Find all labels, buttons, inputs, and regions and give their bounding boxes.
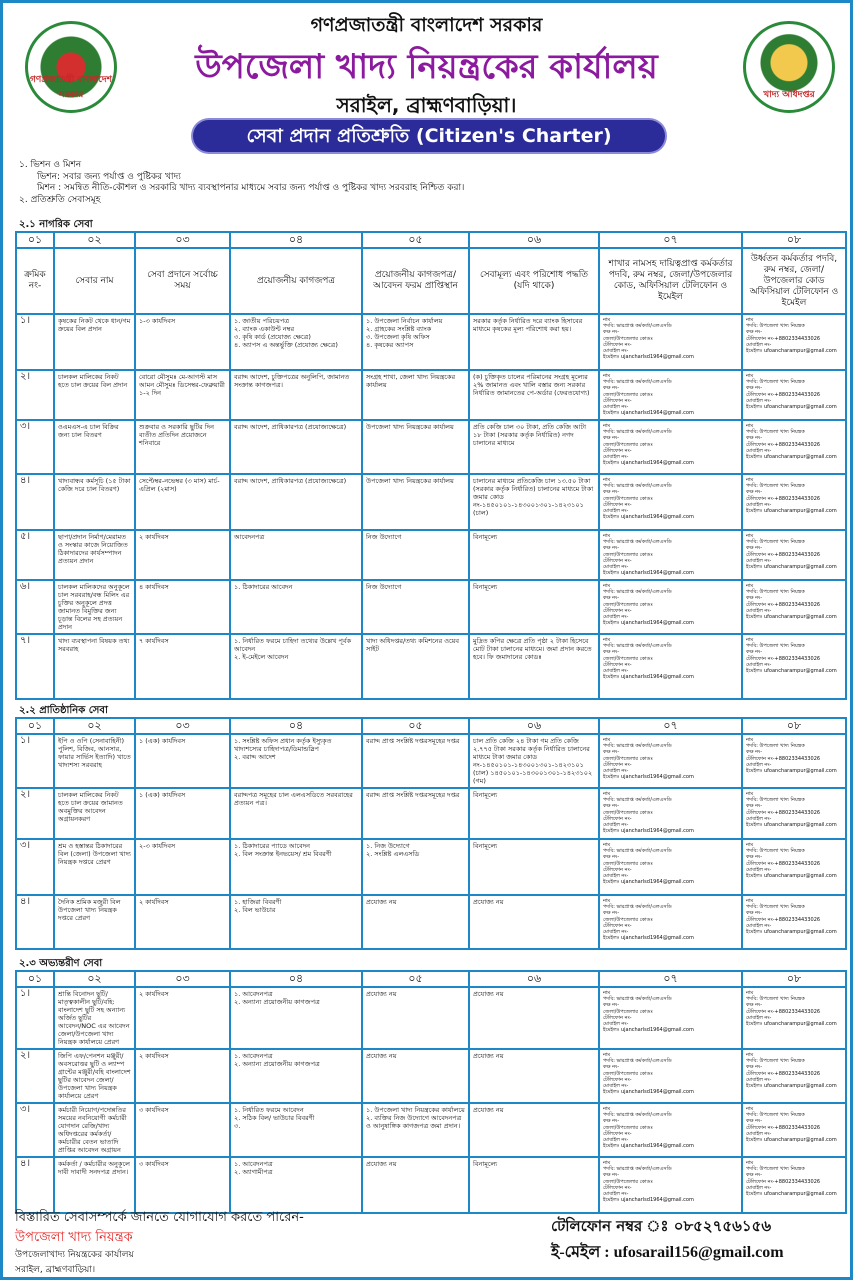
service-cell: ১. সংশ্লিষ্ট অফিস প্রধান কর্তৃক ইস্যুকৃত খাদ্যশস্যের চাহিদাপত্র/ডিমান্ডস্লিপ ২. বরাদ্দ আদেশ [230, 734, 362, 788]
column-number-row [16, 971, 846, 987]
service-cell: ১. নির্ধারিত ফরমে চাহিদা তথ্যের উল্লেখ পূর্বক আবেদন ২. ই-মেইলে আবেদন [230, 634, 362, 699]
service-row [16, 474, 846, 530]
column-number: ০৭ [599, 718, 742, 734]
service-row [16, 634, 846, 699]
senior-officer-contact: নাম পদবি: উপজেলা খাদ্য নিয়ন্ত্রক কক্ষ নং- টেলিফোন নং-+8802334433026 মোবাইল নং- ইমেইলঃ ufoancharampur@gmail.com [742, 634, 846, 699]
services-table [15, 970, 847, 1214]
service-cell: ৭। [16, 634, 54, 699]
service-cell: শুক্রবার ও সরকারি ছুটির দিন ব্যতীত প্রতিদিন প্রয়োজনে শনিবারে [135, 420, 230, 474]
column-number: ০২ [54, 232, 135, 248]
logo-text: খাদ্য অধিদপ্তর [763, 90, 815, 100]
service-cell: ২ কার্যদিবস [135, 1049, 230, 1103]
government-name: গণপ্রজাতন্ত্রী বাংলাদেশ সরকার [310, 14, 543, 36]
responsible-officer-contact: নাম পদবি: ভারপ্রাপ্ত কর্মকর্তা/এলএসডি কক্ষ নং- জেলা/উপজেলার কোডঃ টেলিফোন নং- মোবাইল নং- ইমেইলঃ ujancharlsd1964@gmail.com [599, 1103, 742, 1157]
service-cell: ৪ কার্যদিবস [135, 580, 230, 634]
services-table [15, 717, 847, 950]
senior-officer-contact: নাম পদবি: উপজেলা খাদ্য নিয়ন্ত্রক কক্ষ নং- টেলিফোন নং-+8802334433026 মোবাইল নং- ইমেইলঃ ufoancharampur@gmail.com [742, 1157, 846, 1213]
email-address: ই-মেইল : ufosarail156@gmail.com [551, 1244, 784, 1261]
service-row [16, 788, 846, 839]
service-cell: ২ কার্যদিবস [135, 987, 230, 1049]
office-location: সরাইল, ব্রাহ্মণবাড়িয়া। [336, 93, 517, 117]
office-name: উপজেলাখাদ্য নিয়ন্ত্রকের কার্যালয় [15, 1250, 134, 1260]
column-number: ০১ [16, 232, 54, 248]
senior-officer-contact: নাম পদবি: উপজেলা খাদ্য নিয়ন্ত্রক কক্ষ নং- টেলিফোন নং-+8802334433026 মোবাইল নং- ইমেইলঃ ufoancharampur@gmail.com [742, 788, 846, 839]
service-cell: মুদ্রিত কপির ক্ষেত্রে প্রতি পৃষ্ঠা ২ টাকা হিসেবে মোট টাকা চালানের মাধ্যমে। জমা প্রদান করতে হবে। ফি জমাদানের কোডঃ [469, 634, 599, 699]
service-cell: ৩ কার্যদিবস [135, 1103, 230, 1157]
service-cell: সেপ্টেম্বর-নভেম্বর (৩ মাস) মার্চ-এপ্রিল (২মাস) [135, 474, 230, 530]
service-cell: চালকল মালিকের নিকট হতে চাল ক্রয়ের জামানত অবমুক্তির আবেদন অগ্রায়নকরণ [54, 788, 135, 839]
column-number: ০৪ [230, 232, 362, 248]
column-number: ০৬ [469, 232, 599, 248]
service-cell: নিজ উদ্যোগে [362, 580, 469, 634]
column-number: ০৫ [362, 232, 469, 248]
service-cell: বিনামূল্যে [469, 530, 599, 580]
responsible-officer-contact: নাম পদবি: ভারপ্রাপ্ত কর্মকর্তা/এলএসডি কক্ষ নং- জেলা/উপজেলার কোডঃ টেলিফোন নং- মোবাইল নং- ইমেইলঃ ujancharlsd1964@gmail.com [599, 314, 742, 370]
service-cell: ১. ঠিকাদারের প্যাডে আবেদন ২. বিল সংক্রান্ত ইনভয়েস/ শ্রম বিবরণী [230, 839, 362, 895]
service-cell: বিনামূল্যে [469, 788, 599, 839]
service-row [16, 895, 846, 949]
service-cell: বরাদ্দ আদেশ, প্রাধিকারপত্র (প্রযোজ্যক্ষেত্রে) [230, 420, 362, 474]
service-cell: ১. উপজেলা নির্বাচন কার্যালয় ২. গ্রাহকের সংশ্লিষ্ট ব্যাংক ৩. উপজেলা কৃষি অফিস ৪. কৃষকের অ্যাপস [362, 314, 469, 370]
senior-officer-contact: নাম পদবি: উপজেলা খাদ্য নিয়ন্ত্রক কক্ষ নং- টেলিফোন নং-+8802334433026 মোবাইল নং- ইমেইলঃ ufoancharampur@gmail.com [742, 580, 846, 634]
service-cell: ২। [16, 788, 54, 839]
service-cell: ১. আবেদনপত্র ২. অন্যান্য প্রয়োজনীয় কাগজপত্র [230, 1049, 362, 1103]
logo-text: গণপ্রজাতন্ত্রী বাংলাদেশ সরকার [30, 75, 112, 100]
service-cell: ৭ কার্যদিবস [135, 634, 230, 699]
service-cell: ২-৩ কার্যদিবস [135, 839, 230, 895]
contact-prompt: বিস্তারিত সেবাসম্পর্কে জানতে যোগাযোগ করতে পারেন- [15, 1210, 304, 1225]
responsible-officer-contact: নাম পদবি: ভারপ্রাপ্ত কর্মকর্তা/এলএসডি কক্ষ নং- জেলা/উপজেলার কোডঃ টেলিফোন নং- মোবাইল নং- ইমেইলঃ ujancharlsd1964@gmail.com [599, 1049, 742, 1103]
column-header: প্রয়োজনীয় কাগজপত্র/আবেদন ফরম প্রাপ্তিস্থান [362, 248, 469, 314]
column-header: প্রয়োজনীয় কাগজপত্র [230, 248, 362, 314]
service-cell: ইপি ও ওপি (সেনাবাহিনী) পুলিশ, বিজিব, আনসার, ফায়ার সার্ভিস ইত্যাদি) খাতে খাদ্যশস্য সরবরাহ [54, 734, 135, 788]
responsible-officer-contact: নাম পদবি: ভারপ্রাপ্ত কর্মকর্তা/এলএসডি কক্ষ নং- জেলা/উপজেলার কোডঃ টেলিফোন নং- মোবাইল নং- ইমেইলঃ ujancharlsd1964@gmail.com [599, 580, 742, 634]
column-number-row [16, 232, 846, 248]
service-cell: ১. আবেদনপত্র ২. অন্যান্য প্রয়োজনীয় কাগজপত্র [230, 987, 362, 1049]
service-cell: কর্মকর্তা / কর্মচারীর অনুকূলে দাবী দাবাদী সনদপত্র প্রদান। [54, 1157, 135, 1213]
service-cell: ৪। [16, 1157, 54, 1213]
senior-officer-contact: নাম পদবি: উপজেলা খাদ্য নিয়ন্ত্রক কক্ষ নং- টেলিফোন নং-+8802334433026 মোবাইল নং- ইমেইলঃ ufoancharampur@gmail.com [742, 474, 846, 530]
mission-text: মিশন : সমন্বিত নীতি-কৌশল ও সরকারি খাদ্য ব্যবস্থাপনার মাধ্যমে সবার জন্য পর্যাপ্ত ও পুষ্টিকর খাদ্য সরবরাহ নিশ্চিত করা। [37, 183, 465, 193]
service-cell: ১. উপজেলা খাদ্য নিয়ন্ত্রকের কার্যালয়ে ২. ব্যক্তির নিজ উদ্যোগে আবেদনপত্র ও আনুষাঙ্গিক কাগজপত্র জমা প্রদান। [362, 1103, 469, 1157]
service-cell: শ্রান্তি বিনোদন ছুটি/মাতৃত্বকালীন ছুটি/বহি: বাংলাদেশ ছুটি সহ অন্যান্য অর্জিত ছুটির আবেদন/NOC এর আবেদন জেলা/উপজেলা খাদ্য নিয়ন্ত্রক কার্যালয়ে প্রেরণ [54, 987, 135, 1049]
service-row [16, 420, 846, 474]
service-cell: ১. জাতীয় পরিচয়পত্র ২. ব্যাংক একাউন্ট নম্বর ৩. কৃষি কার্ড (প্রযোজ্য ক্ষেত্রে) ৪. অ্যাপস এ অন্তর্ভুক্তি (প্রযোজ্য ক্ষেত্রে) [230, 314, 362, 370]
service-row [16, 1049, 846, 1103]
service-cell: ১ (এক) কার্যদিবস [135, 734, 230, 788]
service-row [16, 530, 846, 580]
responsible-officer-contact: নাম পদবি: ভারপ্রাপ্ত কর্মকর্তা/এলএসডি কক্ষ নং- জেলা/উপজেলার কোডঃ টেলিফোন নং- মোবাইল নং- ইমেইলঃ ujancharlsd1964@gmail.com [599, 895, 742, 949]
service-cell: ১. নির্ধারিত ফরমে আবেদন ২. সঠিক বিল/ ভাউচার বিবরণী ৩. [230, 1103, 362, 1157]
column-number: ০৩ [135, 971, 230, 987]
responsible-officer-contact: নাম পদবি: ভারপ্রাপ্ত কর্মকর্তা/এলএসডি কক্ষ নং- জেলা/উপজেলার কোডঃ টেলিফোন নং- মোবাইল নং- ইমেইলঃ ujancharlsd1964@gmail.com [599, 370, 742, 420]
column-header-row [16, 248, 846, 314]
service-cell: ১। [16, 987, 54, 1049]
responsible-officer-contact: নাম পদবি: ভারপ্রাপ্ত কর্মকর্তা/এলএসডি কক্ষ নং- জেলা/উপজেলার কোডঃ টেলিফোন নং- মোবাইল নং- ইমেইলঃ ujancharlsd1964@gmail.com [599, 734, 742, 788]
senior-officer-contact: নাম পদবি: উপজেলা খাদ্য নিয়ন্ত্রক কক্ষ নং- টেলিফোন নং-+8802334433026 মোবাইল নং- ইমেইলঃ ufoancharampur@gmail.com [742, 839, 846, 895]
service-cell: প্রযোজ্য নয় [362, 987, 469, 1049]
column-number: ০৭ [599, 232, 742, 248]
column-number: ০৫ [362, 718, 469, 734]
service-row [16, 987, 846, 1049]
service-row [16, 839, 846, 895]
service-row [16, 734, 846, 788]
section-title: ২.৩ অভ্যন্তরীণ সেবা [19, 958, 103, 969]
service-row [16, 370, 846, 420]
senior-officer-contact: নাম পদবি: উপজেলা খাদ্য নিয়ন্ত্রক কক্ষ নং- টেলিফোন নং-+8802334433026 মোবাইল নং- ইমেইলঃ ufoancharampur@gmail.com [742, 1103, 846, 1157]
service-cell: চালকল মালিকদের অনুকূলে চাল সরবরাহ/বন্ধ মিলিং এর চুক্তির অনুকূলে প্রদত্ত জামানত বিমুক্তির জন্য চূড়ান্ত বিলের সহ প্রত্যয়ন প্রদান [54, 580, 135, 634]
service-cell: উপজেলা খাদ্য নিয়ন্ত্রকের কার্যালয় [362, 420, 469, 474]
service-cell: বিনামূল্যে [469, 580, 599, 634]
column-number: ০২ [54, 718, 135, 734]
column-number: ০৪ [230, 971, 362, 987]
office-place: সরাইল, ব্রাহ্মণবাড়িয়া। [15, 1265, 96, 1275]
responsible-officer-contact: নাম পদবি: ভারপ্রাপ্ত কর্মকর্তা/এলএসডি কক্ষ নং- জেলা/উপজেলার কোডঃ টেলিফোন নং- মোবাইল নং- ইমেইলঃ ujancharlsd1964@gmail.com [599, 1157, 742, 1213]
service-cell: চাল প্রতি কেজি ২৪ টাকা গম প্রতি কেজি ২.৭৭৫ টাকা সরকার কর্তৃক নির্ধারিত চালানের মাধ্যমে টাকা জমার কোড নং-১৪৫০১০১-১৪৩০০১৩০১-১৪২৩১০১ (চাল) ১৪৫০১০১-১৪৩০০১৩০১-১৪২৩১০২ (গম) [469, 734, 599, 788]
service-cell: ১. হাজিরা বিবরণী ২. বিল ভাউচার [230, 895, 362, 949]
service-cell: ৬। [16, 580, 54, 634]
service-cell: ছাপা/প্রদান নির্মাণ/মেরামত ও সংস্কার কাজে নিয়োজিত ঠিকাদারদের কার্যসম্পাদন প্রত্যয়ন প্রদান [54, 530, 135, 580]
service-cell: ৩। [16, 1103, 54, 1157]
charter-banner: সেবা প্রদান প্রতিশ্রুতি (Citizen's Charter) [193, 120, 665, 152]
senior-officer-contact: নাম পদবি: উপজেলা খাদ্য নিয়ন্ত্রক কক্ষ নং- টেলিফোন নং-+8802334433026 মোবাইল নং- ইমেইলঃ ufoancharampur@gmail.com [742, 734, 846, 788]
service-cell: ৪। [16, 474, 54, 530]
service-cell: সংগ্রহ শাখা, জেলা খাদ্য নিয়ন্ত্রকের কার্যালয় [362, 370, 469, 420]
service-row [16, 1157, 846, 1213]
responsible-officer-contact: নাম পদবি: ভারপ্রাপ্ত কর্মকর্তা/এলএসডি কক্ষ নং- জেলা/উপজেলার কোডঃ টেলিফোন নং- মোবাইল নং- ইমেইলঃ ujancharlsd1964@gmail.com [599, 634, 742, 699]
service-cell: ১. আবেদনপত্র ২. অ্যাগামীপত্র [230, 1157, 362, 1213]
column-number: ০৬ [469, 971, 599, 987]
column-header: সেবার নাম [54, 248, 135, 314]
senior-officer-contact: নাম পদবি: উপজেলা খাদ্য নিয়ন্ত্রক কক্ষ নং- টেলিফোন নং-+8802334433026 মোবাইল নং- ইমেইলঃ ufoancharampur@gmail.com [742, 314, 846, 370]
service-cell: ১ (এক) কার্যদিবস [135, 788, 230, 839]
column-number: ০৪ [230, 718, 362, 734]
service-cell: বরাদ্দ প্রাপ্ত সংশ্লিষ্ট দপ্তরসমূহের দপ্তর [362, 788, 469, 839]
service-cell: ৩। [16, 420, 54, 474]
column-header: সেবা প্রদানে সর্বোচ্চ সময় [135, 248, 230, 314]
service-cell: প্রযোজ্য নয় [469, 895, 599, 949]
service-cell: প্রতি কেজি চাল ৩০ টাকা, প্রতি কেজি আটা ১৮ টাকা (সরকার কর্তৃক নির্ধারিত) নগদ চালানের মাধ্যমে [469, 420, 599, 474]
senior-officer-contact: নাম পদবি: উপজেলা খাদ্য নিয়ন্ত্রক কক্ষ নং- টেলিফোন নং-+8802334433026 মোবাইল নং- ইমেইলঃ ufoancharampur@gmail.com [742, 420, 846, 474]
service-cell: দৈনিক শ্রমিক মজুরী বিল উপজেলা খাদ্য নিয়ন্ত্রক দপ্তরে প্রেরণ [54, 895, 135, 949]
senior-officer-contact: নাম পদবি: উপজেলা খাদ্য নিয়ন্ত্রক কক্ষ নং- টেলিফোন নং-+8802334433026 মোবাইল নং- ইমেইলঃ ufoancharampur@gmail.com [742, 987, 846, 1049]
service-cell: জিপি এফ/পেনশন মঞ্জুরী/অবসরোত্তর ছুটি ও ল্যাম্প গ্রান্টের মঞ্জুরী/বহি বাংলাদেশ ছুটির আবেদন জেলা/উপজেলা খাদ্য নিয়ন্ত্রক কার্যালয়ে প্রেরণ [54, 1049, 135, 1103]
service-cell: প্রযোজ্য নয় [469, 1049, 599, 1103]
service-cell: প্রযোজ্য নয় [469, 987, 599, 1049]
service-cell: বরাদ্দ আদেশ, চুক্তিপত্রের অনুলিপি, জামানত সংক্রান্ত কাগজপত্র। [230, 370, 362, 420]
vision-mission-heading: ১. ভিশন ও মিশন [19, 160, 82, 170]
column-number: ০৬ [469, 718, 599, 734]
service-cell: বোরো মৌসুমঃ মে-আগস্ট মাস আমন মৌসুমঃ ডিসেম্বর-ফেব্রুয়ারী ১-২ দিন [135, 370, 230, 420]
column-number: ০২ [54, 971, 135, 987]
service-cell: বরাদ্দপত্র সমূহের চাল এলএসডিতে সরবরাহের প্রত্যয়ন পত্র। [230, 788, 362, 839]
column-number-row [16, 718, 846, 734]
column-header: সেবামূল্য এবং পরিশোধ পদ্ধতি (যদি থাকে) [469, 248, 599, 314]
service-cell: শ্রম ও হস্তান্তর ঠিকাদারের বিল (জেলা) উপজেলা খাদ্য নিয়ন্ত্রক দপ্তরে প্রেরণ [54, 839, 135, 895]
service-cell: ওএমএস-এ চাল বিক্রির জন্য চাল বিতরণ [54, 420, 135, 474]
column-number: ০৩ [135, 232, 230, 248]
responsible-officer-contact: নাম পদবি: ভারপ্রাপ্ত কর্মকর্তা/এলএসডি কক্ষ নং- জেলা/উপজেলার কোডঃ টেলিফোন নং- মোবাইল নং- ইমেইলঃ ujancharlsd1964@gmail.com [599, 788, 742, 839]
service-cell: আবেদনপত্র [230, 530, 362, 580]
service-cell: (ক) চুক্তিকৃত চালের পরিমানের সংগ্রহ মূল্যের ২% জামানত এবং খালি বস্তার জন্য সরকার নির্ধারিত জামানতের পে-অর্ডার (ফেরতযোগ্য) [469, 370, 599, 420]
column-number: ০১ [16, 718, 54, 734]
service-cell: প্রযোজ্য নয় [469, 1103, 599, 1157]
service-cell: কর্মচারী নিয়োগ/পদোন্নতির সময়ের নবনিয়োগী কর্মচারী যোগদান রেজি/খাদ্য অধিদপ্তরের কর্মকর্তা/কর্মচারীর বেতন ভাতাদি প্রাপ্তির আবেদন অগ্রায়ন [54, 1103, 135, 1157]
service-row [16, 580, 846, 634]
service-cell: কৃষকের নিকট থেকে ধান/গম ক্রয়ের বিল প্রদান [54, 314, 135, 370]
responsible-officer-contact: নাম পদবি: ভারপ্রাপ্ত কর্মকর্তা/এলএসডি কক্ষ নং- জেলা/উপজেলার কোডঃ টেলিফোন নং- মোবাইল নং- ইমেইলঃ ujancharlsd1964@gmail.com [599, 530, 742, 580]
telephone-number: টেলিফোন নম্বর ঃ ০৮৫২৭৫৬১৫৬ [551, 1217, 772, 1235]
service-cell: প্রযোজ্য নয় [362, 895, 469, 949]
section-title: ২.২ প্রাতিষ্ঠানিক সেবা [19, 705, 108, 716]
service-cell: ১। [16, 734, 54, 788]
column-number: ০৮ [742, 232, 846, 248]
section-title: ২.১ নাগরিক সেবা [19, 219, 93, 230]
senior-officer-contact: নাম পদবি: উপজেলা খাদ্য নিয়ন্ত্রক কক্ষ নং- টেলিফোন নং-+8802334433026 মোবাইল নং- ইমেইলঃ ufoancharampur@gmail.com [742, 1049, 846, 1103]
service-cell: ২। [16, 1049, 54, 1103]
service-cell: ৩ কার্যদিবস [135, 1157, 230, 1213]
senior-officer-contact: নাম পদবি: উপজেলা খাদ্য নিয়ন্ত্রক কক্ষ নং- টেলিফোন নং-+8802334433026 মোবাইল নং- ইমেইলঃ ufoancharampur@gmail.com [742, 370, 846, 420]
responsible-officer-contact: নাম পদবি: ভারপ্রাপ্ত কর্মকর্তা/এলএসডি কক্ষ নং- জেলা/উপজেলার কোডঃ টেলিফোন নং- মোবাইল নং- ইমেইলঃ ujancharlsd1964@gmail.com [599, 839, 742, 895]
senior-officer-contact: নাম পদবি: উপজেলা খাদ্য নিয়ন্ত্রক কক্ষ নং- টেলিফোন নং-+8802334433026 মোবাইল নং- ইমেইলঃ ufoancharampur@gmail.com [742, 895, 846, 949]
service-cell: বরাদ্দ আদেশ, প্রাধিকারপত্র (প্রযোজ্যক্ষেত্রে) [230, 474, 362, 530]
service-cell: নিজ উদ্যোগে [362, 530, 469, 580]
vision-text: ভিশন: সবার জন্য পর্যাপ্ত ও পুষ্টিকর খাদ্য [37, 171, 181, 182]
column-number: ০৮ [742, 718, 846, 734]
service-cell: ৩। [16, 839, 54, 895]
senior-officer-contact: নাম পদবি: উপজেলা খাদ্য নিয়ন্ত্রক কক্ষ নং- টেলিফোন নং-+8802334433026 মোবাইল নং- ইমেইলঃ ufoancharampur@gmail.com [742, 530, 846, 580]
column-number: ০৮ [742, 971, 846, 987]
service-cell: সরকার কর্তৃক নির্ধারিত দরে ব্যাংক হিসাবের মাধ্যমে কৃষকের মূল্য পরিশোধ করা হয়। [469, 314, 599, 370]
service-cell: ২ কার্যদিবস [135, 530, 230, 580]
service-cell: উপজেলা খাদ্য নিয়ন্ত্রকের কার্যালয় [362, 474, 469, 530]
service-cell: খাদ্য ব্যবস্থাপনা বিষয়ক তথ্য সরবরাহ [54, 634, 135, 699]
service-cell: ৫। [16, 530, 54, 580]
service-cell: ১। [16, 314, 54, 370]
officer-title: উপজেলা খাদ্য নিয়ন্ত্রক [15, 1230, 133, 1245]
column-header: ক্রমিক নং- [16, 248, 54, 314]
vision-mission [19, 160, 464, 206]
responsible-officer-contact: নাম পদবি: ভারপ্রাপ্ত কর্মকর্তা/এলএসডি কক্ষ নং- জেলা/উপজেলার কোডঃ টেলিফোন নং- মোবাইল নং- ইমেইলঃ ujancharlsd1964@gmail.com [599, 420, 742, 474]
service-row [16, 314, 846, 370]
column-number: ০১ [16, 971, 54, 987]
service-cell: চালকল মালিকের নিকট হতে চাল ক্রয়ের বিল প্রদান [54, 370, 135, 420]
service-cell: প্রযোজ্য নয় [362, 1049, 469, 1103]
service-cell: বিনামূল্যে [469, 839, 599, 895]
service-cell: বরাদ্দ প্রাপ্ত সংশ্লিষ্ট দপ্তরসমূহের দপ্তর [362, 734, 469, 788]
service-cell: ১. নিজ উদ্যোগে ২. সংশ্লিষ্ট এলএসডি [362, 839, 469, 895]
column-number: ০৭ [599, 971, 742, 987]
service-cell: ১. ঠিকাদারের আবেদন [230, 580, 362, 634]
service-row [16, 1103, 846, 1157]
services-table [15, 231, 847, 700]
column-header: উর্ধ্বতন কর্মকর্তার পদবি, রুম নম্বর, জেলা/উপজেলার কোড অফিসিয়াল টেলিফোন ও ইমেইল [742, 248, 846, 314]
column-header: শাখার নামসহ দায়িত্বপ্রাপ্ত কর্মকর্তার পদবি, রুম নম্বর, জেলা/উপজেলার কোড, অফিসিয়াল টেলিফোন ও ইমেইল [599, 248, 742, 314]
service-cell: খাদ্যবান্ধব কর্মসূচি (১৫ টাকা কেজি দরে চাল বিতরণ) [54, 474, 135, 530]
column-number: ০৫ [362, 971, 469, 987]
service-cell: ২ কার্যদিবস [135, 895, 230, 949]
responsible-officer-contact: নাম পদবি: ভারপ্রাপ্ত কর্মকর্তা/এলএসডি কক্ষ নং- জেলা/উপজেলার কোডঃ টেলিফোন নং- মোবাইল নং- ইমেইলঃ ujancharlsd1964@gmail.com [599, 474, 742, 530]
service-cell: ৪। [16, 895, 54, 949]
service-cell: প্রযোজ্য নয় [362, 1157, 469, 1213]
service-cell: ১-৩ কার্যদিবস [135, 314, 230, 370]
responsible-officer-contact: নাম পদবি: ভারপ্রাপ্ত কর্মকর্তা/এলএসডি কক্ষ নং- জেলা/উপজেলার কোডঃ টেলিফোন নং- মোবাইল নং- ইমেইলঃ ujancharlsd1964@gmail.com [599, 987, 742, 1049]
services-heading: ২. প্রতিশ্রুতি সেবাসমূহ [19, 194, 101, 205]
column-number: ০৩ [135, 718, 230, 734]
office-title: উপজেলা খাদ্য নিয়ন্ত্রকের কার্যালয় [195, 47, 658, 87]
service-cell: ২। [16, 370, 54, 420]
service-cell: চালানের মাধ্যমে প্রতিকেজি চাল ১৩.৫০ টাকা (সরকার কর্তৃক নির্ধারিত) চালানের মাধ্যমে টাকা জমার কোড নং-১৪৫০১০১-১৪৩০০১৩০১-১৪২৩১০১ (চাল) [469, 474, 599, 530]
service-cell: বিনামূল্যে [469, 1157, 599, 1213]
service-cell: খাদ্য অধিদপ্তর/তথ্য কমিশনের ওয়েব সাইট [362, 634, 469, 699]
